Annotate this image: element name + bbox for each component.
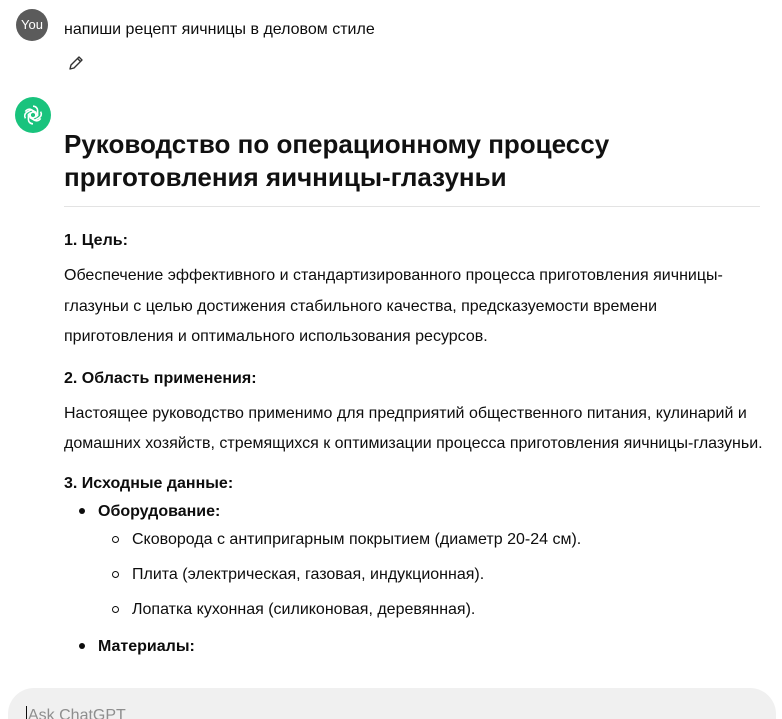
list-item-materials	[64, 635, 764, 659]
assistant-message	[64, 128, 764, 671]
sublist-item: Сковорода с антипригарным покрытием (диаметр 20-24 см).	[98, 530, 764, 550]
section-heading-inputs: 3. Исходные данные:	[64, 474, 234, 492]
inputs-list	[64, 500, 764, 659]
edit-pencil-icon[interactable]	[66, 53, 86, 73]
section-text-scope: Настоящее руководство применимо для предприятий общественного питания, кулинарий и домашних хозяйств, стремящихся к оптимизации процесса приготовления яичницы-глазуньи.	[64, 404, 763, 452]
section-heading-scope: 2. Область применения:	[64, 369, 257, 387]
message-composer	[8, 688, 776, 719]
equipment-sublist	[98, 530, 764, 620]
sublist-item: Плита (электрическая, газовая, индукционная).	[98, 565, 764, 585]
section-heading-goal: 1. Цель:	[64, 232, 128, 249]
section-text-goal: Обеспечение эффективного и стандартизированного процесса приготовления яичницы-глазуньи с целью достижения стабильного качества, предсказуемости времени приготовления и оптимального использования ресурсов.	[64, 267, 723, 345]
openai-logo-icon	[15, 97, 51, 133]
list-item-label: Оборудование:	[98, 502, 221, 520]
sublist-item: Лопатка кухонная (силиконовая, деревянная).	[98, 600, 764, 620]
list-item-equipment	[64, 500, 764, 620]
user-message: напиши рецепт яичницы в деловом стиле	[64, 21, 375, 38]
user-avatar: You	[16, 9, 48, 41]
message-input[interactable]	[26, 706, 630, 719]
title-divider	[64, 206, 760, 207]
answer-title: Руководство по операционному процессу приготовления яичницы-глазуньи	[64, 129, 610, 192]
list-item-label: Материалы:	[98, 637, 195, 655]
